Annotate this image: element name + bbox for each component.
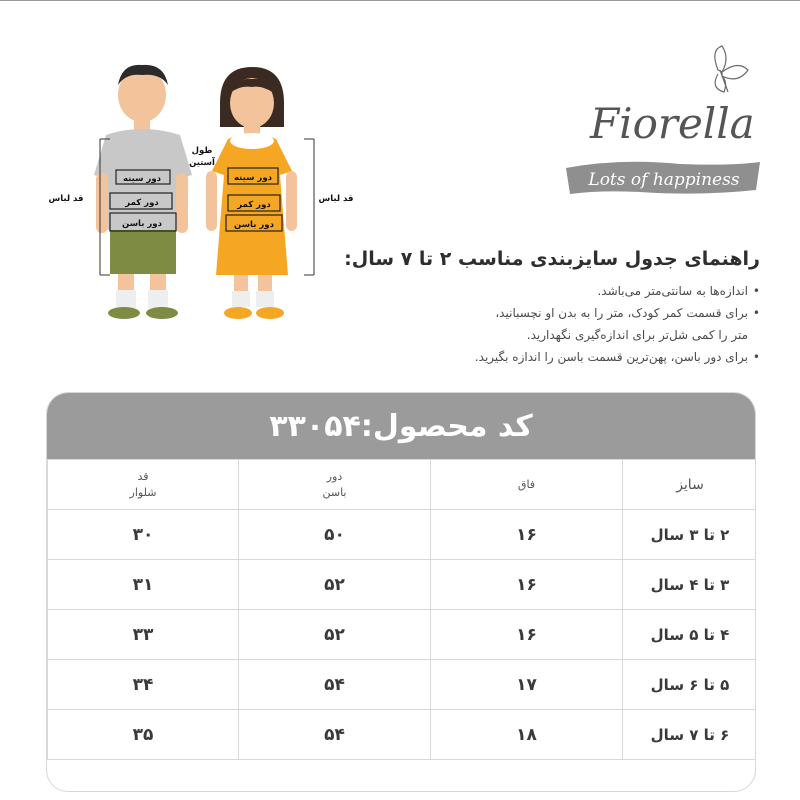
children-figures	[30, 55, 360, 335]
column-header-hip	[239, 460, 431, 510]
brand-logo	[560, 40, 770, 210]
boy-figure	[94, 65, 192, 319]
column-header-length-line1: قد	[137, 469, 149, 483]
boy-sleeve-label-1: طول	[191, 146, 213, 156]
table-header-row	[48, 460, 757, 510]
column-header-length-line2: شلوار	[129, 485, 157, 499]
top-border-line	[0, 0, 800, 1]
size-cell: ۴ تا ۵ سال	[623, 610, 757, 660]
size-cell: ۲ تا ۳ سال	[623, 510, 757, 560]
column-header-size: سایز	[623, 460, 757, 510]
column-header-hip-line2: باسن	[322, 485, 347, 499]
size-grid	[47, 459, 756, 760]
crotch-cell: ۱۶	[431, 610, 623, 660]
hip-cell: ۵۲	[239, 610, 431, 660]
column-header-hip-line1: دور	[326, 469, 343, 483]
crotch-cell: ۱۶	[431, 560, 623, 610]
product-code-header	[47, 393, 755, 459]
hip-cell: ۵۰	[239, 510, 431, 560]
column-header-crotch: فاق	[431, 460, 623, 510]
length-cell: ۳۴	[48, 660, 239, 710]
guide-note: متر را کمی شل‌تر برای اندازه‌گیری نگهدارید.	[526, 328, 748, 342]
size-cell: ۳ تا ۴ سال	[623, 560, 757, 610]
boy-sleeve-label-2: آستین	[189, 158, 215, 168]
logo-tagline: Lots of happiness	[588, 170, 740, 190]
crotch-cell: ۱۶	[431, 510, 623, 560]
crotch-cell: ۱۷	[431, 660, 623, 710]
butterfly-icon	[715, 46, 748, 92]
guide-note: • اندازه‌ها به سانتی‌متر می‌باشد.	[340, 280, 760, 302]
boy-chest-label: دور سینه	[123, 174, 161, 184]
boy-hip-label: دور باسن	[122, 219, 162, 229]
size-table	[46, 392, 756, 792]
boy-length-label: قد لباس	[48, 194, 84, 204]
length-cell: ۳۱	[48, 560, 239, 610]
guide-list	[340, 280, 760, 368]
length-cell: ۳۵	[48, 710, 239, 760]
girl-figure	[206, 67, 314, 319]
girl-hip-label: دور باسن	[234, 220, 274, 230]
table-row	[48, 560, 757, 610]
girl-waist-label: دور کمر	[237, 200, 271, 210]
table-row	[48, 660, 757, 710]
guide-note: • برای دور باسن، پهن‌ترین قسمت باسن را اندازه بگیرید.	[340, 346, 760, 368]
logo-wordmark: Fiorella	[590, 99, 755, 148]
table-row	[48, 710, 757, 760]
crotch-cell: ۱۸	[431, 710, 623, 760]
length-cell: ۳۰	[48, 510, 239, 560]
hip-cell: ۵۴	[239, 710, 431, 760]
guide-note: • برای قسمت کمر کودک، متر را به بدن او نچسبانید،	[340, 302, 760, 324]
table-row	[48, 610, 757, 660]
girl-length-label: قد لباس	[318, 194, 354, 204]
guide-title: راهنمای جدول سایزبندی مناسب ۲ تا ۷ سال:	[344, 248, 760, 270]
girl-chest-label: دور سینه	[234, 173, 272, 183]
hip-cell: ۵۴	[239, 660, 431, 710]
length-cell: ۳۳	[48, 610, 239, 660]
table-row	[48, 510, 757, 560]
hip-cell: ۵۲	[239, 560, 431, 610]
size-guide-notes	[340, 248, 760, 368]
boy-waist-label: دور کمر	[125, 198, 159, 208]
size-cell: ۵ تا ۶ سال	[623, 660, 757, 710]
size-guide-illustration	[30, 55, 360, 335]
product-code: کد محصول:۳۳۰۵۴	[269, 408, 533, 444]
size-cell: ۶ تا ۷ سال	[623, 710, 757, 760]
column-header-length	[48, 460, 239, 510]
